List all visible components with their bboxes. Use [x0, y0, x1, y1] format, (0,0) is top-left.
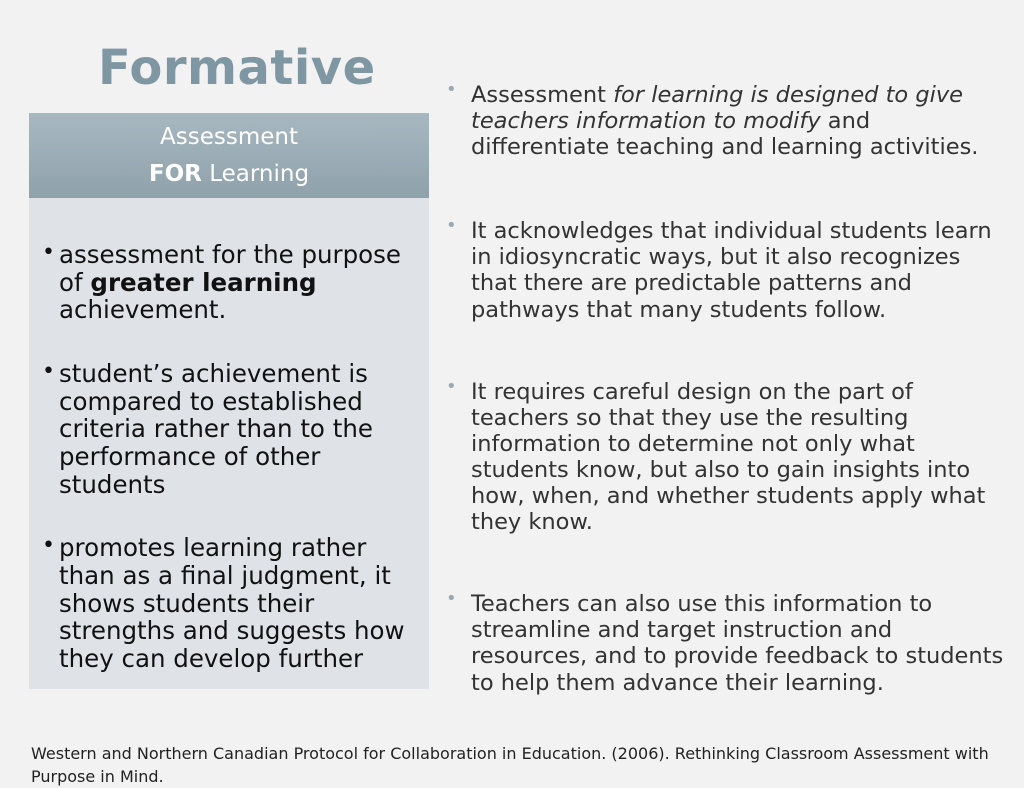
box-header-learning: Learning: [209, 160, 310, 187]
right-item-1-italic: for learning is designed to give teachers information to modify: [471, 82, 964, 135]
slide-title: Formative: [98, 40, 376, 96]
box-header-line2: [29, 156, 429, 193]
bullet-icon: •: [446, 375, 457, 397]
left-list-item: [29, 241, 429, 324]
bullet-icon: •: [446, 79, 457, 100]
left-bullet-list: [29, 241, 429, 709]
right-item-4-text: Teachers can also use this information to streamline and target instruction and resources, and to provide feedback to students to help them advance their learning.: [471, 591, 1004, 696]
bullet-icon: •: [446, 215, 457, 237]
right-item-1-pre: Assessment: [471, 82, 614, 108]
right-list-item: [444, 375, 1004, 536]
right-list-item: [444, 588, 1004, 696]
left-item-3-text: promotes learning rather than as a final judgment, it shows students their strengths and suggests how they can develop further: [59, 533, 405, 674]
box-header-line1: Assessment: [160, 124, 298, 150]
left-item-1-pre: assessment for the purpose of: [59, 240, 402, 297]
assessment-for-learning-box: [29, 113, 429, 689]
box-header: [29, 113, 429, 198]
left-list-item: [29, 360, 429, 498]
bullet-icon: •: [42, 359, 55, 385]
right-item-1-post: and differentiate teaching and learning activities.: [471, 108, 979, 161]
left-item-1-post: achievement.: [59, 295, 227, 325]
right-list-item: [444, 215, 1004, 323]
bullet-icon: •: [42, 240, 55, 265]
right-bullet-list: [444, 79, 1004, 696]
box-header-for: FOR: [148, 160, 202, 187]
bullet-icon: •: [42, 533, 55, 559]
right-item-2-text: It acknowledges that individual students learn in idiosyncratic ways, but it also recognizes that there are predictable patterns and pathways that many students follow.: [471, 218, 992, 323]
citation: Western and Northern Canadian Protocol for Collaboration in Education. (2006). Rethinking Classroom Assessment with Purpose in Mind.: [31, 744, 989, 787]
right-item-3-text: It requires careful design on the part of teachers so that they use the resulting information to determine not only what students know, but also to gain insights into how, when, and whether students apply what they know.: [471, 378, 986, 536]
left-item-1-bold: greater learning: [90, 267, 317, 297]
right-list-item: [444, 79, 1004, 161]
left-list-item: [29, 534, 429, 672]
bullet-icon: •: [446, 588, 457, 610]
left-item-2-text: student’s achievement is compared to established criteria rather than to the performance of other students: [59, 359, 373, 499]
